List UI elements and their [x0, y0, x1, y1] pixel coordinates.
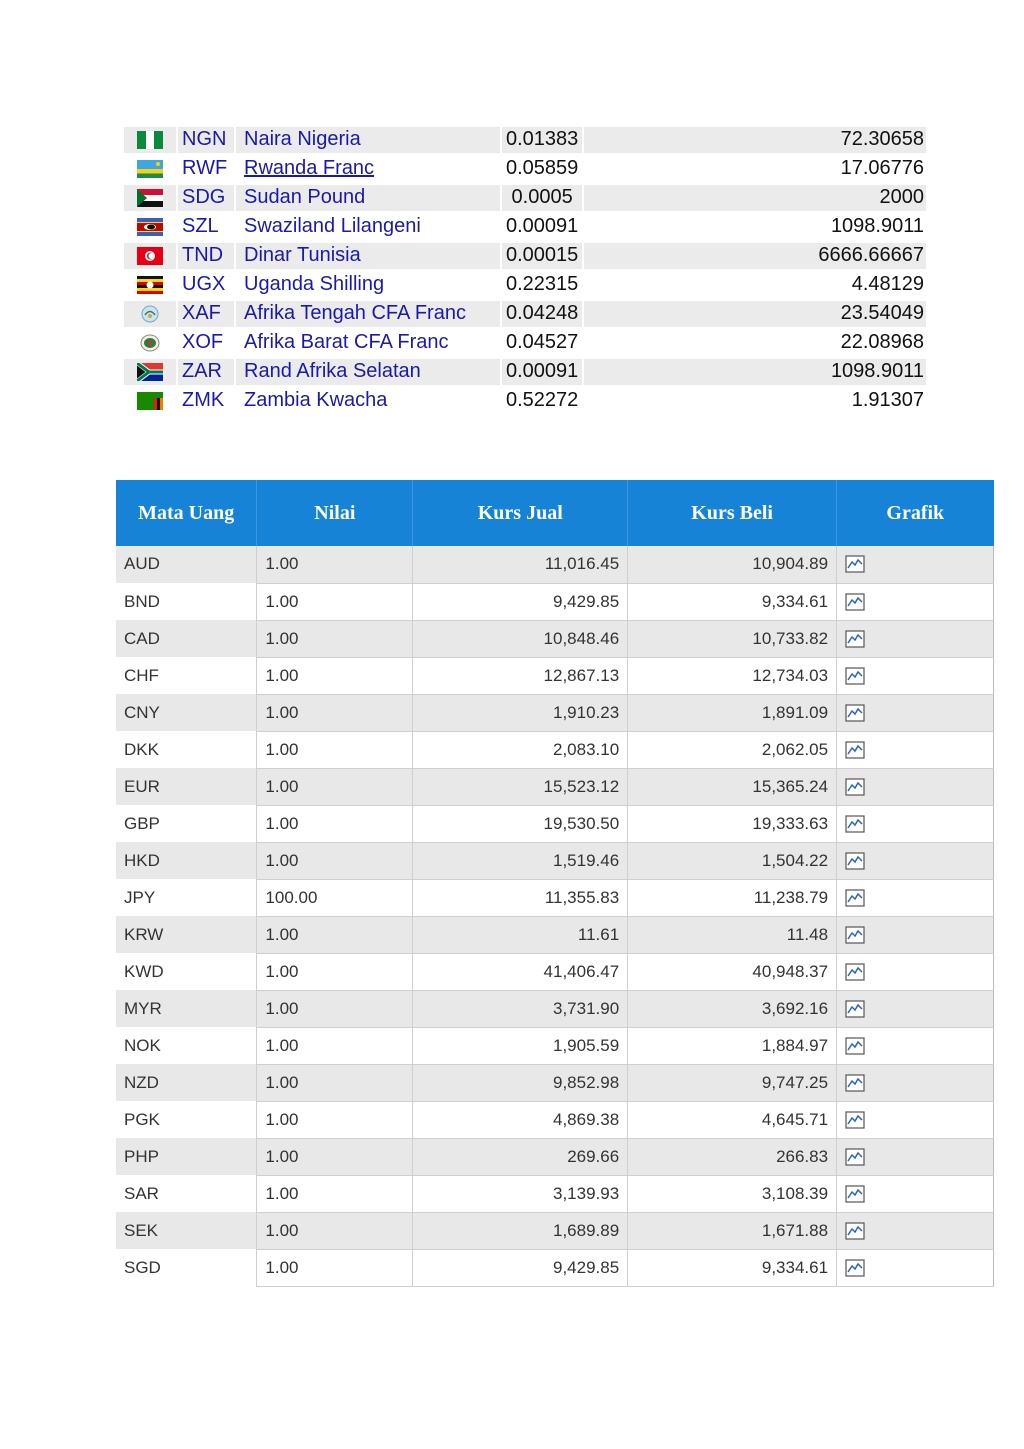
currency-cell: NZD [116, 1064, 257, 1101]
chart-cell [837, 694, 994, 731]
sell-rate-cell: 41,406.47 [413, 953, 628, 990]
currency-code: XOF [182, 331, 224, 353]
table-row [116, 546, 994, 583]
buy-rate-cell: 10,733.82 [628, 620, 837, 657]
table-row [116, 805, 994, 842]
value-cell: 1.00 [257, 916, 413, 953]
table-row [116, 916, 994, 953]
value-cell: 1.00 [257, 731, 413, 768]
currency-inverse-rate: 17.06776 [840, 157, 924, 179]
currency-name[interactable]: Swaziland Lilangeni [244, 215, 421, 237]
value-cell: 1.00 [257, 620, 413, 657]
value-cell: 1.00 [257, 1212, 413, 1249]
chart-icon[interactable] [845, 1259, 865, 1277]
zambia-flag-icon [124, 388, 176, 414]
sell-rate-cell: 10,848.46 [413, 620, 628, 657]
currency-inverse-rate: 72.30658 [584, 127, 926, 153]
chart-cell [837, 1175, 994, 1212]
buy-rate-cell: 9,747.25 [628, 1064, 837, 1101]
table-row [116, 990, 994, 1027]
currency-rate: 0.04527 [506, 331, 579, 353]
chart-cell [837, 583, 994, 620]
chart-cell [837, 1138, 994, 1175]
currency-cell: CAD [116, 620, 257, 657]
currency-name[interactable]: Afrika Barat CFA Franc [244, 331, 449, 353]
sell-rate-cell: 4,869.38 [413, 1101, 628, 1138]
currency-name[interactable]: Afrika Tengah CFA Franc [236, 301, 500, 327]
currency-code: SZL [182, 215, 219, 237]
buy-rate-cell: 1,504.22 [628, 842, 837, 879]
currency-rate: 0.00015 [502, 243, 582, 269]
chart-icon[interactable] [845, 1185, 865, 1203]
buy-rate-cell: 19,333.63 [628, 805, 837, 842]
table-row [116, 842, 994, 879]
currency-code: NGN [178, 127, 234, 153]
currency-cell: SEK [116, 1212, 257, 1249]
table-row [124, 299, 926, 328]
chart-cell [837, 1101, 994, 1138]
sell-rate-cell: 9,429.85 [413, 583, 628, 620]
currency-cell: HKD [116, 842, 257, 879]
table-row [124, 386, 926, 415]
buy-rate-cell: 2,062.05 [628, 731, 837, 768]
value-cell: 1.00 [257, 805, 413, 842]
chart-icon[interactable] [845, 963, 865, 981]
chart-icon[interactable] [845, 1111, 865, 1129]
table-row [116, 1027, 994, 1064]
currency-code: UGX [182, 273, 226, 295]
chart-cell [837, 1027, 994, 1064]
currency-inverse-rate: 1.91307 [851, 389, 924, 411]
currency-name[interactable]: Uganda Shilling [244, 273, 385, 295]
chart-cell [837, 879, 994, 916]
buy-rate-cell: 3,108.39 [628, 1175, 837, 1212]
value-cell: 1.00 [257, 1249, 413, 1286]
sell-rate-cell: 3,139.93 [413, 1175, 628, 1212]
chart-cell [837, 953, 994, 990]
table-row [124, 328, 926, 357]
table-row [116, 1064, 994, 1101]
currency-cell: KRW [116, 916, 257, 953]
sell-rate-cell: 2,083.10 [413, 731, 628, 768]
chart-cell [837, 916, 994, 953]
currency-code: SDG [178, 185, 234, 211]
currency-code: XAF [178, 301, 234, 327]
uganda-flag-icon [124, 272, 176, 298]
sell-rate-cell: 9,852.98 [413, 1064, 628, 1101]
header-currency: Mata Uang [116, 480, 257, 546]
currency-rate: 0.52272 [506, 389, 579, 411]
chart-icon[interactable] [845, 815, 865, 833]
chart-icon[interactable] [845, 555, 865, 573]
table-row [116, 657, 994, 694]
buy-rate-cell: 11.48 [628, 916, 837, 953]
chart-icon[interactable] [845, 593, 865, 611]
chart-icon[interactable] [845, 852, 865, 870]
sell-rate-cell: 19,530.50 [413, 805, 628, 842]
table-row [124, 241, 926, 270]
buy-rate-cell: 40,948.37 [628, 953, 837, 990]
table-row [116, 694, 994, 731]
table-row [116, 1138, 994, 1175]
currency-inverse-rate: 1098.9011 [830, 215, 924, 237]
value-cell: 1.00 [257, 842, 413, 879]
chart-cell [837, 842, 994, 879]
currency-inverse-rate: 6666.66667 [584, 243, 926, 269]
currency-cell: CNY [116, 694, 257, 731]
buy-rate-cell: 1,891.09 [628, 694, 837, 731]
south-africa-flag-icon [124, 359, 176, 385]
chart-icon[interactable] [845, 1037, 865, 1055]
buy-rate-cell: 12,734.03 [628, 657, 837, 694]
chart-icon[interactable] [845, 926, 865, 944]
table-row [124, 270, 926, 299]
header-chart: Grafik [837, 480, 994, 546]
currency-cell: SGD [116, 1249, 257, 1286]
sell-rate-cell: 1,910.23 [413, 694, 628, 731]
currency-name[interactable]: Sudan Pound [236, 185, 500, 211]
chart-cell [837, 1212, 994, 1249]
table-row [124, 154, 926, 183]
sudan-flag-icon [124, 185, 176, 211]
currency-rate: 0.00091 [502, 359, 582, 385]
chart-icon[interactable] [845, 1074, 865, 1092]
chart-cell [837, 1064, 994, 1101]
chart-icon[interactable] [845, 704, 865, 722]
buy-rate-cell: 1,884.97 [628, 1027, 837, 1064]
currency-cell: CHF [116, 657, 257, 694]
chart-cell [837, 805, 994, 842]
currency-name[interactable]: Naira Nigeria [236, 127, 500, 153]
table-row [124, 212, 926, 241]
table-row [116, 620, 994, 657]
value-cell: 1.00 [257, 1027, 413, 1064]
buy-rate-cell: 9,334.61 [628, 1249, 837, 1286]
table-row [116, 768, 994, 805]
currency-inverse-rate: 23.54049 [584, 301, 926, 327]
header-sell-rate: Kurs Jual [413, 480, 628, 546]
exchange-rate-table [116, 480, 994, 1287]
currency-cell: SAR [116, 1175, 257, 1212]
table-row [116, 583, 994, 620]
chart-cell [837, 546, 994, 583]
value-cell: 1.00 [257, 990, 413, 1027]
currency-name[interactable]: Dinar Tunisia [236, 243, 500, 269]
table-row [116, 1249, 994, 1286]
currency-rate: 0.22315 [506, 273, 579, 295]
chart-icon[interactable] [845, 667, 865, 685]
swaziland-flag-icon [124, 214, 176, 240]
value-cell: 1.00 [257, 768, 413, 805]
sell-rate-cell: 269.66 [413, 1138, 628, 1175]
sell-rate-cell: 11.61 [413, 916, 628, 953]
currency-cell: MYR [116, 990, 257, 1027]
value-cell: 1.00 [257, 1101, 413, 1138]
currency-inverse-rate: 2000 [584, 185, 926, 211]
sell-rate-cell: 3,731.90 [413, 990, 628, 1027]
currency-cell: JPY [116, 879, 257, 916]
value-cell: 1.00 [257, 694, 413, 731]
sell-rate-cell: 12,867.13 [413, 657, 628, 694]
value-cell: 1.00 [257, 546, 413, 583]
table-row [116, 1101, 994, 1138]
table-row [116, 1175, 994, 1212]
chart-cell [837, 1249, 994, 1286]
sell-rate-cell: 11,355.83 [413, 879, 628, 916]
buy-rate-cell: 11,238.79 [628, 879, 837, 916]
currency-cell: BND [116, 583, 257, 620]
buy-rate-cell: 15,365.24 [628, 768, 837, 805]
currency-cell: AUD [116, 546, 257, 583]
chart-cell [837, 768, 994, 805]
chart-icon[interactable] [845, 778, 865, 796]
table-row [116, 731, 994, 768]
value-cell: 1.00 [257, 657, 413, 694]
currency-rate: 0.05859 [506, 157, 579, 179]
currency-inverse-rate: 1098.9011 [584, 359, 926, 385]
currency-list-table [124, 125, 926, 415]
currency-cell: NOK [116, 1027, 257, 1064]
nigeria-flag-icon [124, 127, 176, 153]
chart-icon[interactable] [845, 1148, 865, 1166]
table-row [116, 1212, 994, 1249]
buy-rate-cell: 1,671.88 [628, 1212, 837, 1249]
currency-code: TND [178, 243, 234, 269]
table-row [116, 879, 994, 916]
chart-icon[interactable] [845, 1222, 865, 1240]
chart-cell [837, 620, 994, 657]
beac-emblem-icon [124, 301, 176, 327]
currency-cell: GBP [116, 805, 257, 842]
bceao-emblem-icon [124, 330, 176, 356]
chart-cell [837, 657, 994, 694]
value-cell: 1.00 [257, 1138, 413, 1175]
sell-rate-cell: 1,519.46 [413, 842, 628, 879]
currency-code: ZAR [178, 359, 234, 385]
sell-rate-cell: 1,905.59 [413, 1027, 628, 1064]
table-row [116, 953, 994, 990]
value-cell: 1.00 [257, 583, 413, 620]
table-row [124, 125, 926, 154]
currency-name[interactable]: Rand Afrika Selatan [236, 359, 500, 385]
chart-icon[interactable] [845, 1000, 865, 1018]
buy-rate-cell: 4,645.71 [628, 1101, 837, 1138]
currency-name[interactable]: Zambia Kwacha [244, 389, 388, 411]
currency-cell: PGK [116, 1101, 257, 1138]
chart-icon[interactable] [845, 889, 865, 907]
currency-cell: PHP [116, 1138, 257, 1175]
currency-rate: 0.04248 [502, 301, 582, 327]
sell-rate-cell: 9,429.85 [413, 1249, 628, 1286]
chart-cell [837, 731, 994, 768]
chart-icon[interactable] [845, 630, 865, 648]
currency-name-link[interactable]: Rwanda Franc [244, 157, 375, 179]
header-value: Nilai [257, 480, 413, 546]
currency-cell: KWD [116, 953, 257, 990]
table-row [124, 183, 926, 212]
value-cell: 100.00 [257, 879, 413, 916]
currency-rate: 0.01383 [502, 127, 582, 153]
buy-rate-cell: 9,334.61 [628, 583, 837, 620]
value-cell: 1.00 [257, 953, 413, 990]
currency-inverse-rate: 4.48129 [851, 273, 924, 295]
value-cell: 1.00 [257, 1064, 413, 1101]
tunisia-flag-icon [124, 243, 176, 269]
sell-rate-cell: 11,016.45 [413, 546, 628, 583]
buy-rate-cell: 266.83 [628, 1138, 837, 1175]
currency-rate: 0.0005 [502, 185, 582, 211]
header-buy-rate: Kurs Beli [628, 480, 837, 546]
chart-icon[interactable] [845, 741, 865, 759]
sell-rate-cell: 15,523.12 [413, 768, 628, 805]
currency-rate: 0.00091 [506, 215, 579, 237]
currency-code: RWF [182, 157, 228, 179]
table-header-row [116, 480, 994, 546]
table-row [124, 357, 926, 386]
chart-cell [837, 990, 994, 1027]
currency-cell: DKK [116, 731, 257, 768]
currency-code: ZMK [182, 389, 225, 411]
currency-inverse-rate: 22.08968 [840, 331, 924, 353]
currency-cell: EUR [116, 768, 257, 805]
sell-rate-cell: 1,689.89 [413, 1212, 628, 1249]
buy-rate-cell: 3,692.16 [628, 990, 837, 1027]
value-cell: 1.00 [257, 1175, 413, 1212]
buy-rate-cell: 10,904.89 [628, 546, 837, 583]
rwanda-flag-icon [124, 156, 176, 182]
